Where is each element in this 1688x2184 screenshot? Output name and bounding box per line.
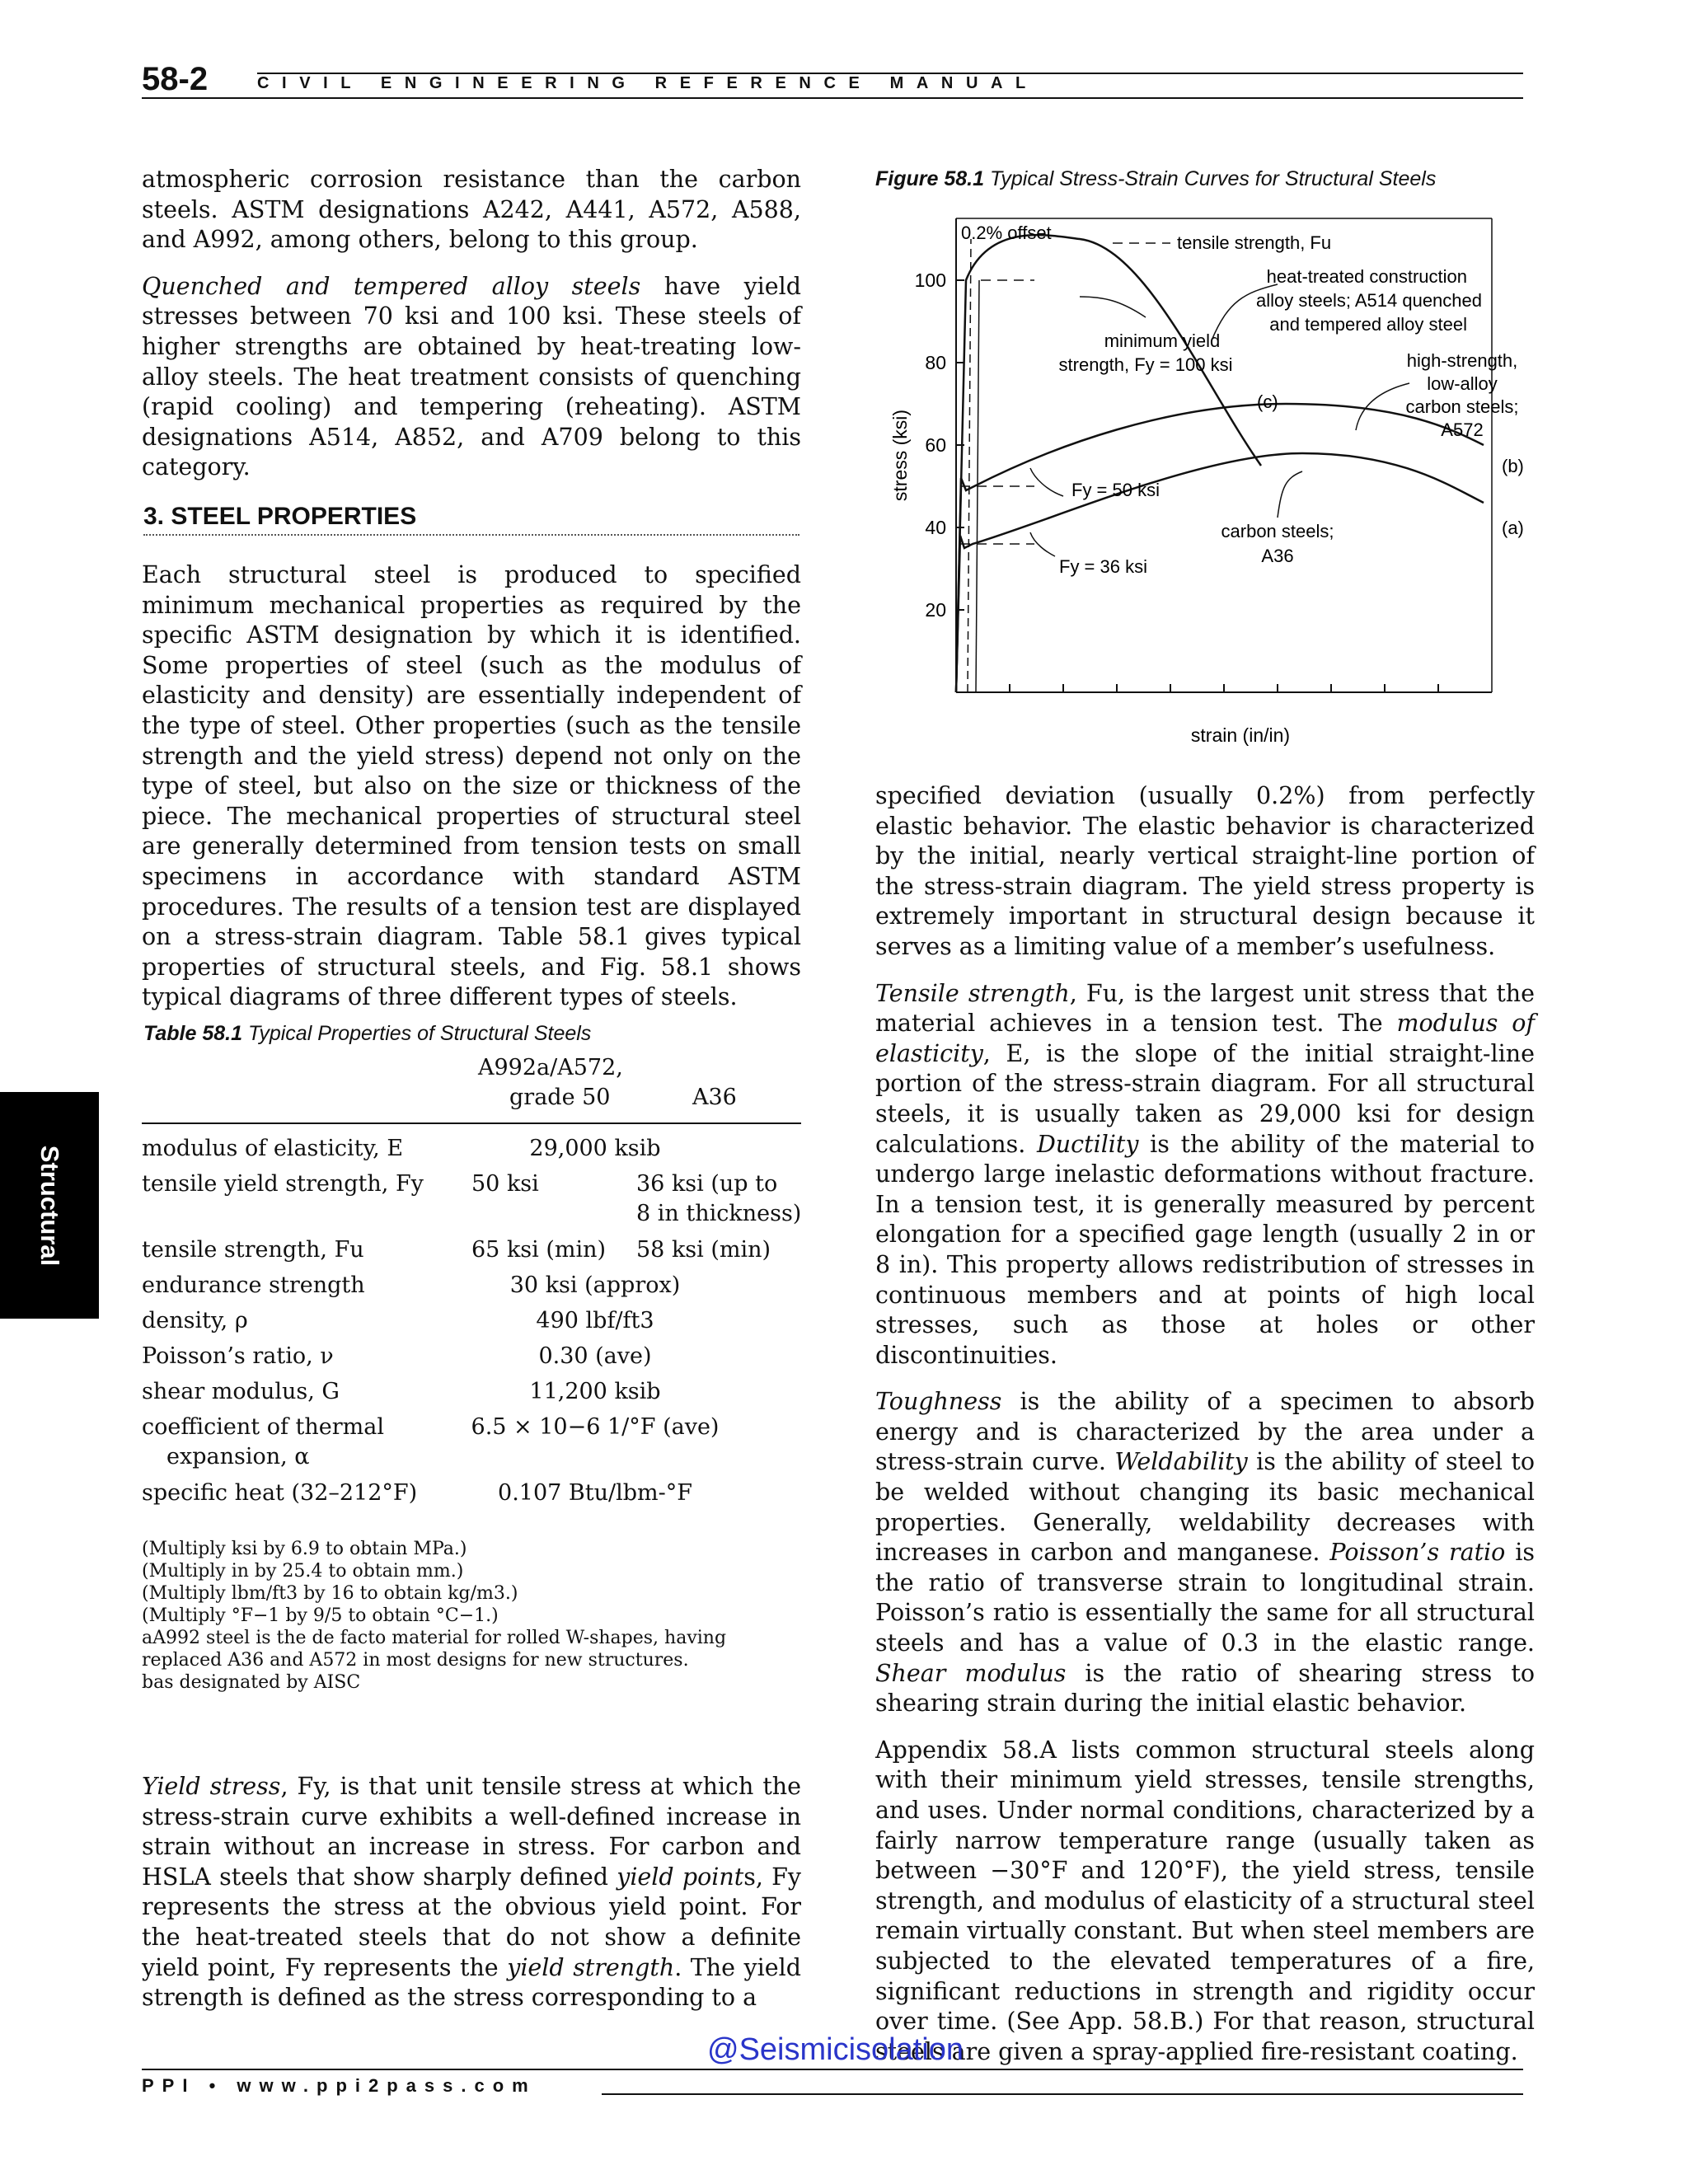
- table-notes: [142, 1538, 801, 1694]
- table-cell-property: density, ρ: [142, 1308, 248, 1333]
- table-cell-property: tensile strength, Fu: [142, 1237, 364, 1263]
- header-rule-bottom: [142, 97, 1523, 99]
- leader-line: [1080, 297, 1146, 317]
- table-cell-value: 30 ksi (approx): [509, 1272, 681, 1298]
- col-head-a992: A992a/A572,: [478, 1055, 623, 1080]
- curve-b-hsla-steel: [956, 404, 1484, 692]
- y-axis-label: stress (ksi): [889, 409, 911, 502]
- term: Weldability: [1114, 1448, 1248, 1476]
- term: yield point: [617, 1863, 744, 1891]
- leader-line: [1030, 468, 1063, 496]
- yield-100-label: strength, Fy = 100 ksi: [1058, 354, 1233, 375]
- footer-rule-bottom: [602, 2093, 1523, 2095]
- tensile-strength-label: tensile strength, Fu: [1177, 232, 1332, 253]
- paragraph: Appendix 58.A lists common structural steels along with their minimum yield stresses, tensile strengths, and uses. Under normal conditions, characterized by a fairly narrow temperature range (usually taken as between −30°F and 120°F), the yield stress, tensile strength, and modulus of elasticity of a structural steel remain virtually constant. But when steel members are subjected to the elevated temperatures of a fire, significant reductions in strength and rigidity occur over time. (See App. 58.B.) For that reason, structural steels are given a spray-applied fire-resistant coating.: [875, 1736, 1535, 2065]
- section-dotted-rule: [143, 534, 799, 536]
- figure-caption: Figure 58.1 Typical Stress-Strain Curves for Structural Steels: [875, 167, 1437, 190]
- curve-a-label: A36: [1261, 546, 1294, 566]
- table-cell-value: 11,200 ksib: [529, 1379, 661, 1404]
- table-cell-value-a992: 50 ksi: [471, 1171, 539, 1197]
- curve-c-marker: (c): [1257, 391, 1278, 412]
- x-axis-label: strain (in/in): [1190, 724, 1291, 746]
- table-cell-value-a36: 36 ksi (up to: [636, 1171, 778, 1197]
- table-cell-property: specific heat (32–212°F): [142, 1480, 418, 1506]
- paragraph: Each structural steel is produced to specified minimum mechanical properties as required by the specific ASTM designation by which it is identified. Some properties of steel (such as the modulus of elasticity and density) are essentially independent of the type of steel. Other properties (such as the tensile strength and the yield stress) depend not only on the type of steel, but also on the size or thickness of the piece. The mechanical properties of structural steel are generally determined from tension tests on small specimens in accordance with standard ASTM procedures. The results of a tension test are displayed on a stress-strain diagram. Table 58.1 gives typical properties of structural steels, and Fig. 58.1 shows typical diagrams of three different types of steels.: [142, 561, 801, 1011]
- curve-b-marker: (b): [1502, 456, 1524, 476]
- table-cell-property: modulus of elasticity, E: [142, 1136, 404, 1161]
- curve-a-carbon-steel: [956, 453, 1484, 692]
- col-head-a36: A36: [692, 1085, 737, 1110]
- footer-rule-top: [142, 2069, 1523, 2070]
- y-tick-label: 80: [925, 352, 946, 373]
- table-cell-value-a992: 65 ksi (min): [471, 1237, 607, 1263]
- curve-c-label: and tempered alloy steel: [1269, 314, 1467, 335]
- term: Toughness: [875, 1388, 1002, 1416]
- leader-line: [1356, 383, 1409, 430]
- table-cell-property: Poisson’s ratio, ν: [142, 1343, 334, 1369]
- table-note: bas designated by AISC: [142, 1672, 361, 1693]
- footer-publisher: PPI • www.ppi2pass.com: [142, 2075, 537, 2096]
- term: Ductility: [1036, 1130, 1139, 1158]
- col-head-grade: grade 50: [509, 1085, 611, 1110]
- curve-c-label: alloy steels; A514 quenched: [1256, 290, 1482, 311]
- offset-line: [968, 239, 971, 692]
- term: Tensile strength: [875, 979, 1070, 1007]
- table-note: (Multiply lbm/ft3 by 16 to obtain kg/m3.): [142, 1583, 518, 1604]
- running-title: CIVIL ENGINEERING REFERENCE MANUAL: [257, 74, 1039, 92]
- yield-36-label: Fy = 36 ksi: [1059, 556, 1147, 577]
- yield-100-label: minimum yield: [1104, 330, 1221, 351]
- paragraph: Tensile strength, Fu, is the largest unit stress that the material achieves in a tension test. The modulus of elasticity, E, is the slope of the initial straight-line portion of the stress-strain diagram. For all structural steels, it is usually taken as 29,000 ksi for design calculations. Ductility is the ability of the material to undergo large inelastic deformations without fracture. In a tension test, it is generally measured by percent elongation for a specified gage length (usually 2 in or 8 in). This property allows redistribution of stresses in continuous members and at points of high local stresses, such as those at holes or other discontinuities.: [875, 979, 1535, 1369]
- table-cell-property: endurance strength: [142, 1272, 365, 1298]
- paragraph: specified deviation (usually 0.2%) from perfectly elastic behavior. The elastic behavior is characterized by the initial, nearly vertical straight-line portion of the stress-strain diagram. The yield stress property is extremely important in structural design because it serves as a limiting value of a member’s usefulness.: [875, 782, 1535, 960]
- left-column: [142, 165, 801, 499]
- page-number: 58-2: [142, 61, 209, 97]
- term: yield strength: [507, 1953, 675, 1981]
- offset-label: 0.2% offset: [961, 223, 1052, 243]
- table-cell-value: 0.30 (ave): [538, 1343, 652, 1369]
- table-note: aA992 steel is the de facto material for rolled W-shapes, having replaced A36 and A572 in most designs for new structures.: [142, 1628, 727, 1671]
- curve-b-label: carbon steels;: [1405, 396, 1519, 417]
- table-caption: Table 58.1 Typical Properties of Structural Steels: [143, 1022, 592, 1045]
- y-tick-label: 60: [925, 434, 946, 456]
- curve-c-heat-treated-steel: [956, 235, 1261, 692]
- term: Quenched and tempered alloy steels: [142, 272, 641, 300]
- section-side-tab: Structural: [0, 1092, 99, 1319]
- term: modulus of elasticity: [875, 1010, 1535, 1067]
- table-cell-property: tensile yield strength, Fy: [142, 1171, 424, 1197]
- watermark: @Seismicisolation: [707, 2032, 964, 2067]
- term: Shear modulus: [875, 1659, 1067, 1687]
- y-tick-label: 40: [925, 517, 946, 538]
- section-heading: 3. STEEL PROPERTIES: [143, 503, 417, 530]
- curve-b-label: low-alloy: [1427, 373, 1498, 394]
- table-cell-property: coefficient of thermal: [142, 1414, 385, 1440]
- stress-strain-chart: [857, 206, 1533, 766]
- table-cell-property: expansion, α: [166, 1444, 310, 1469]
- table-note: (Multiply °F−1 by 9/5 to obtain °C−1.): [142, 1605, 499, 1626]
- curve-a-marker: (a): [1502, 518, 1524, 538]
- paragraph: Toughness is the ability of a specimen to absorb energy and is characterized by the area under a stress-strain curve. Weldability is the ability of steel to be welded without changing its basic mechanical properties. Generally, weldability decreases with increases in carbon and manganese. Poisson’s ratio is the ratio of transverse strain to longitudinal strain. Poisson’s ratio is essentially the same for all structural steels and has a value of 0.3 in the elastic range. Shear modulus is the ratio of shearing stress to shearing strain during the initial elastic behavior.: [875, 1388, 1535, 1718]
- table-cell-value: 29,000 ksib: [529, 1136, 661, 1161]
- term: Yield stress: [142, 1773, 281, 1800]
- table-head: [142, 1055, 801, 1121]
- header-rule-top: [257, 73, 1523, 74]
- table-cell-value-a36: 58 ksi (min): [636, 1237, 771, 1263]
- curve-c-label: heat-treated construction: [1266, 266, 1467, 287]
- curve-b-label: high-strength,: [1406, 350, 1518, 371]
- y-tick-label: 100: [914, 269, 946, 291]
- table-cell-value: 6.5 × 10−6 1/°F (ave): [471, 1414, 720, 1440]
- term: Poisson’s ratio: [1329, 1539, 1506, 1567]
- left-column-p4: [142, 1772, 801, 2030]
- table-head-rule: [142, 1122, 801, 1124]
- table-cell-property: shear modulus, G: [142, 1379, 340, 1404]
- left-column-p3: [142, 560, 801, 1029]
- leader-line: [1278, 471, 1302, 518]
- table-cell-value-a36: 8 in thickness): [636, 1201, 802, 1226]
- paragraph: Yield stress, Fy, is that unit tensile stress at which the stress-strain curve exhibits a well-defined increase in strain without an increase in stress. For carbon and HSLA steels that show sharply defined yield points, Fy represents the stress at the obvious yield point. For the heat-treated steels that do not show a definite yield point, Fy represents the yield strength. The yield strength is defined as the stress corresponding to a: [142, 1773, 802, 2012]
- table-cell-value: 0.107 Btu/lbm-°F: [498, 1480, 692, 1506]
- curve-b-label: A572: [1441, 419, 1484, 440]
- table-cell-value: 490 lbf/ft3: [536, 1308, 654, 1333]
- yield-50-label: Fy = 50 ksi: [1071, 480, 1160, 500]
- table-note: (Multiply ksi by 6.9 to obtain MPa.): [142, 1539, 467, 1559]
- table-note: (Multiply in by 25.4 to obtain mm.): [142, 1561, 464, 1582]
- paragraph: Quenched and tempered alloy steels have yield stresses between 70 ksi and 100 ksi. These steels of higher strengths are obtained by heat-treating low-alloy steels. The heat treatment consists of quenching (rapid cooling) and tempering (reheating). ASTM designations A514, A852, and A709 belong to this category.: [142, 272, 802, 481]
- paragraph: atmospheric corrosion resistance than the carbon steels. ASTM designations A242, A441, A572, A588, and A992, among others, belong to this group.: [142, 166, 801, 254]
- right-column: [875, 781, 1535, 2083]
- curve-a-label: carbon steels;: [1221, 521, 1334, 541]
- y-tick-label: 20: [925, 599, 946, 621]
